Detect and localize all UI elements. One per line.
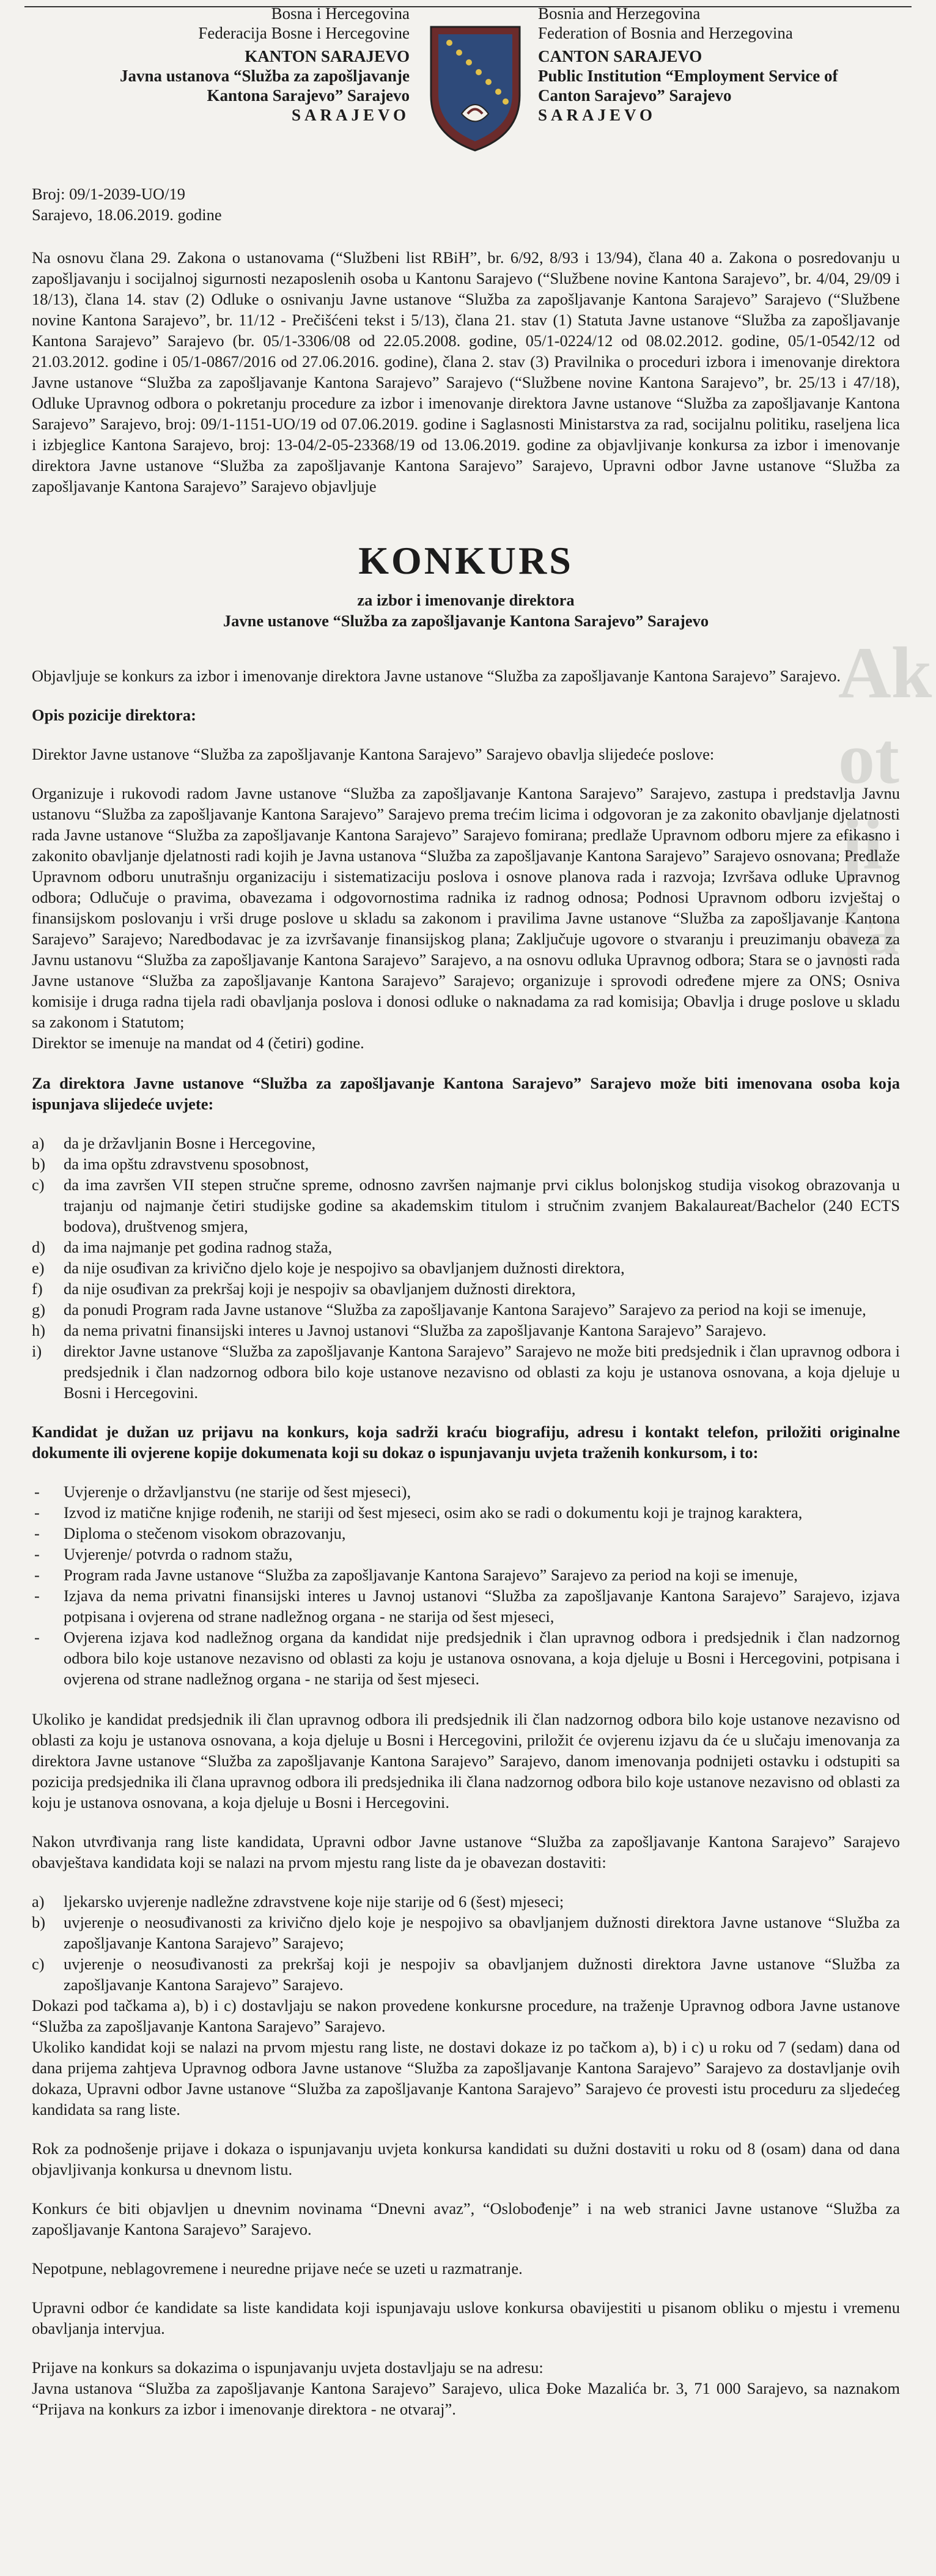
list-item: a) da je državljanin Bosne i Hercegovine,	[32, 1134, 316, 1152]
extra-documents-list	[32, 1891, 900, 1995]
list-item: b) da ima opštu zdravstvenu sposobnost,	[32, 1155, 309, 1173]
mandate: Direktor se imenuje na mandat od 4 (četiri) godine.	[32, 1034, 364, 1052]
list-item: - Izvod iz matične knjige rođenih, ne stariji od šest mjeseci, osim ako se radi o dokumentu koji je trajnog karaktera,	[32, 1502, 900, 1523]
list-item: - Program rada Javne ustanove “Služba za zapošljavanje Kantona Sarajevo” Sarajevo za period na koji se imenuje,	[32, 1564, 900, 1585]
list-item: - Uvjerenje/ potvrda o radnom stažu,	[32, 1544, 900, 1564]
conditions-list	[32, 1133, 900, 1403]
list-item: h) da nema privatni finansijski interes u Javnoj ustanovi “Služba za zapošljavanje Kantona Sarajevo” Sarajevo.	[32, 1321, 767, 1339]
letterhead-right	[538, 4, 929, 125]
canton-en: CANTON SARAJEVO	[538, 47, 702, 65]
documents-list	[32, 1481, 900, 1689]
list-item: i) direktor Javne ustanove “Služba za zapošljavanje Kantona Sarajevo” Sarajevo ne može biti predsjednik i član upravnog odbora i predsjednik i član nadzornog odbora bilo koje ustanove nezavisno od oblasti za koju je ustanova osnovana, a koja djeluje u Bosni i Hercegovini.	[32, 1342, 900, 1402]
subtitle-2: Javne ustanove “Služba za zapošljavanje Kantona Sarajevo” Sarajevo	[223, 612, 709, 630]
institution-en-1: Public Institution “Employment Service of	[538, 67, 838, 85]
document-number: Broj: 09/1-2039-UO/19	[32, 185, 185, 203]
list-item: e) da nije osuđivan za krivično djelo koje je nespojivo sa obavljanjem dužnosti direktora,	[32, 1259, 625, 1277]
institution-bs-1: Javna ustanova “Služba za zapošljavanje	[119, 67, 410, 85]
page-title: KONKURS	[358, 539, 573, 582]
coat-of-arms-icon	[425, 22, 526, 154]
board-paragraph: Ukoliko je kandidat predsjednik ili član upravnog odbora ili predsjednik ili član nadzornog odbora bilo koje ustanove nezavisno od oblasti za koju je ustanova osnovana, a koja djeluje u Bosni i Hercegovini, priložit će ovjerenu izjavu da će u slučaju imenovanja za direktora Javne ustanove “Služba za zapošljavanje Kantona Sarajevo” Sarajevo, danom imenovanja podnijeti ostavku i odstupiti sa pozicija predsjednika ili člana upravnog odbora ili predsjednika ili člana nadzornog odbora bilo koje ustanove nezavisno od oblasti za koju je ustanova osnovana, a koja djeluje u Bosni i Hercegovini.	[32, 1710, 900, 1812]
deadline-paragraph: Rok za podnošenje prijave i dokaza o ispunjavanju uvjeta konkursa kandidati su dužni dostaviti u roku od 8 (osam) dana od dana objavljivanja konkursa u dnevnom listu.	[32, 2139, 900, 2178]
list-item: b) uvjerenje o neosuđivanosti za krivično djelo koje je nespojivo sa obavljanjem dužnosti direktora Javne ustanove “Služba za zapošljavanje Kantona Sarajevo” Sarajevo;	[32, 1913, 900, 1952]
list-item: - Izjava da nema privatni finansijski interes u Javnoj ustanovi “Služba za zapošljavanje Kantona Sarajevo” Sarajevo, izjava potpisana i ovjerena od strane nadležnog organa - ne starija od šest mjeseci,	[32, 1585, 900, 1627]
publish-paragraph: Konkurs će biti objavljen u dnevnim novinama “Dnevni avaz”, “Oslobođenje” i na web stranici Javne ustanove “Služba za zapošljavanje Kantona Sarajevo” Sarajevo.	[32, 2199, 900, 2238]
opis-heading: Opis pozicije direktora:	[32, 706, 196, 724]
interview-paragraph: Upravni odbor će kandidate sa liste kandidata koji ispunjavaju uslove konkursa obavijestiti u pisanom obliku o mjestu i vremenu obavljanja intervjua.	[32, 2298, 900, 2337]
documents-heading: Kandidat je dužan uz prijavu na konkurs, koja sadrži kraću biografiju, adresu i kontakt telefon, priložiti originalne dokumente ili ovjerene kopije dokumenata koji su dokaz o ispunjavanju uvjeta traženih konkursom, i to:	[32, 1423, 900, 1462]
list-item: - Uvjerenje o državljanstvu (ne starije od šest mjeseci),	[32, 1481, 900, 1502]
duties: Organizuje i rukovodi radom Javne ustanove “Služba za zapošljavanje Kantona Sarajevo” Sarajevo, zastupa i predstavlja Javnu ustanovu “Služba za zapošljavanje Kantona Sarajevo” Sarajevo prema trećim licima i odgovoran je za zakonito obavljanje djelatnosti rada Javne ustanove “Služba za zapošljavanje Kantona Sarajevo” Sarajevo fomirana; predlaže Upravnom odboru mjere za efikasno i zakonito obavljanje djelatnosti radi kojih je Javna ustanova “Služba za zapošljavanje Kantona Sarajevo” Sarajevo osnovana; Predlaže Upravnom odboru unutrašnju organizaciju i sistematizaciju poslova i osnove planova rada i razvoja; Izvršava odluke Upravnog odbora; Odlučuje o pravima, obavezama i odgovornostima radnika iz radnog odnosa; Podnosi Upravnom odboru izvještaj o finansijskom poslovanju i vrši druge poslove u skladu sa zakonom i pravilima Javne ustanove “Služba za zapošljavanje Kantona Sarajevo” Sarajevo; Naredbodavac je za izvršavanje finansijskog plana; Zaključuje ugovore o stvaranju i preuzimanju obaveza za Javnu ustanovu “Služba za zapošljavanje Kantona Sarajevo” Sarajevo, a na osnovu odluka Upravnog odbora; Stara se o javnosti rada Javne ustanove “Služba za zapošljavanje Kantona Sarajevo” Sarajevo; organizuje i sprovodi određene mjere za ONS; Osniva komisije i druga radna tijela radi obavljanja poslova i donosi odluke o naknadama za rad komisija; Obavlja i druge poslove u skladu sa zakonom i Statutom;	[32, 784, 900, 1031]
list-item: c) da ima završen VII stepen stručne spreme, odnosno završen najmanje prvi ciklus bolonjskog studija visokog obrazovanja u trajanju od najmanje četiri studijske godine sa akademskim titulom i stručnim zvanjem Bakalaureat/Bachelor (240 ECTS bodova), društvenog smjera,	[32, 1175, 900, 1235]
institution-bs-2: Kantona Sarajevo” Sarajevo	[207, 86, 410, 105]
intro: Objavljuje se konkurs za izbor i imenovanje direktora Javne ustanove “Služba za zapošljavanje Kantona Sarajevo” Sarajevo.	[32, 667, 841, 685]
document-date: Sarajevo, 18.06.2019. godine	[32, 205, 222, 224]
city-bs: SARAJEVO	[292, 106, 410, 124]
address-intro: Prijave na konkurs sa dokazima o ispunjavanju uvjeta dostavljaju se na adresu:	[32, 2358, 544, 2377]
country-en: Bosnia and Herzegovina	[538, 4, 701, 23]
list-item: f) da nije osuđivan za prekršaj koji je nespojiv sa obavljanjem dužnosti direktora,	[32, 1279, 576, 1298]
bleed-through-text: Ak ot ji ja	[838, 632, 932, 970]
federation-en: Federation of Bosnia and Herzegovina	[538, 24, 793, 42]
federation-bs: Federacija Bosne i Hercegovine	[198, 24, 410, 42]
list-item: g) da ponudi Program rada Javne ustanove “Služba za zapošljavanje Kantona Sarajevo” Sarajevo za period na koji se imenuje,	[32, 1300, 866, 1319]
list-item: - Ovjerena izjava kod nadležnog organa da kandidat nije predsjednik i član upravnog odbora i predsjednik i član nadzornog odbora bilo koje ustanove nezavisno od oblasti za koju je ustanova osnovana, a koja djeluje u Bosni i Hercegovini, potpisana i ovjerena od strane nadležnog organa - ne starija od šest mjeseci.	[32, 1627, 900, 1689]
list-item: - Diploma o stečenom visokom obrazovanju,	[32, 1523, 900, 1544]
rank-paragraph: Nakon utvrđivanja rang liste kandidata, Upravni odbor Javne ustanove “Služba za zapošljavanje Kantona Sarajevo” Sarajevo obavještava kandidata koji se nalazi na prvom mjestu rang liste da je obavezan dostaviti:	[32, 1832, 900, 1871]
letterhead-left	[24, 4, 410, 125]
incomplete-paragraph: Nepotpune, neblagovremene i neuredne prijave neće se uzeti u razmatranje.	[32, 2259, 523, 2278]
opis-intro: Direktor Javne ustanove “Služba za zapošljavanje Kantona Sarajevo” Sarajevo obavlja slijedeće poslove:	[32, 745, 715, 763]
conditions-heading: Za direktora Javne ustanove “Služba za zapošljavanje Kantona Sarajevo” Sarajevo može biti imenovana osoba koja ispunjava slijedeće uvjete:	[32, 1074, 900, 1113]
canton-bs: KANTON SARAJEVO	[245, 47, 410, 65]
subtitle-1: za izbor i imenovanje direktora	[357, 591, 575, 609]
address: Javna ustanova “Služba za zapošljavanje Kantona Sarajevo” Sarajevo, ulica Đoke Mazalića br. 3, 71 000 Sarajevo, sa naznakom “Prijava na konkurs za izbor i imenovanje direktora - ne otvaraj”.	[32, 2379, 900, 2418]
city-en: SARAJEVO	[538, 106, 656, 124]
list-item: c) uvjerenje o neosuđivanosti za prekršaj koji je nespojiv sa obavljanjem dužnosti direktora Javne ustanove “Služba za zapošljavanje Kantona Sarajevo” Sarajevo.	[32, 1955, 900, 1994]
country-bs: Bosna i Hercegovina	[271, 4, 410, 23]
institution-en-2: Canton Sarajevo” Sarajevo	[538, 86, 732, 105]
document-body	[32, 183, 900, 2419]
preamble: Na osnovu člana 29. Zakona o ustanovama (“Službeni list RBiH”, br. 6/92, 8/93 i 13/94), člana 40 a. Zakona o posredovanju u zapošljavanju i socijalnoj sigurnosti nezaposlenih osoba u Kantonu Sarajevo (“Službene novine Kantona Sarajevo”, br. 4/04, 29/09 i 18/13), člana 14. stav (2) Odluke o osnivanju Javne ustanove “Služba za zapošljavanje Kantona Sarajevo” Sarajevo (“Službene novine Kantona Sarajevo”, br. 11/12 - Prečišćeni tekst i 5/13), člana 21. stav (1) Statuta Javne ustanove “Služba za zapošljavanje Kantona Sarajevo” Sarajevo (br. 05/1-3306/08 od 22.05.2008. godine, 05/1-0224/12 od 08.02.2012. godine, 05/1-0542/12 od 21.03.2012. godine i 05/1-0867/2016 od 27.06.2016. godine), člana 2. stav (3) Pravilnika o proceduri izbora i imenovanje direktora Javne ustanove “Služba za zapošljavanje Kantona Sarajevo” Sarajevo (“Službene novine Kantona Sarajevo”, br. 25/13 i 47/18), Odluke Upravnog odbora o pokretanju procedure za izbor i imenovanje direktora Javne ustanove “Služba za zapošljavanje Kantona Sarajevo” Sarajevo, broj: 09/1-1151-UO/19 od 07.06.2019. godine i Saglasnosti Ministarstva za rad, socijalnu politiku, raseljena lica i izbjeglice Kantona Sarajevo, broj: 13-04/2-05-23368/19 od 13.06.2019. godine za objavljivanje konkursa za izbor i imenovanje direktora Javne ustanove “Služba za zapošljavanje Kantona Sarajevo” Sarajevo, Upravni odbor Javne ustanove “Služba za zapošljavanje Kantona Sarajevo” Sarajevo objavljuje	[32, 248, 900, 495]
fail-paragraph: Ukoliko kandidat koji se nalazi na prvom mjestu rang liste, ne dostavi dokaze iz po tačkom a), b) i c) u roku od 7 (sedam) dana od dana prijema zahtjeva Upravnog odbora Javne ustanove “Služba za zapošljavanje Kantona Sarajevo” Sarajevo za dostavljanje ovih dokaza, Upravni odbor Javne ustanove “Služba za zapošljavanje Kantona Sarajevo” Sarajevo će provesti istu proceduru za sljedećeg kandidata sa rang liste.	[32, 2038, 900, 2119]
letterhead	[24, 4, 912, 175]
list-item: d) da ima najmanje pet godina radnog staža,	[32, 1238, 333, 1256]
proof-paragraph: Dokazi pod tačkama a), b) i c) dostavljaju se nakon provedene konkursne procedure, na traženje Upravnog odbora Javne ustanove “Služba za zapošljavanje Kantona Sarajevo” Sarajevo.	[32, 1996, 900, 2035]
list-item: a) ljekarsko uvjerenje nadležne zdravstvene koje nije starije od 6 (šest) mjeseci;	[32, 1892, 564, 1911]
